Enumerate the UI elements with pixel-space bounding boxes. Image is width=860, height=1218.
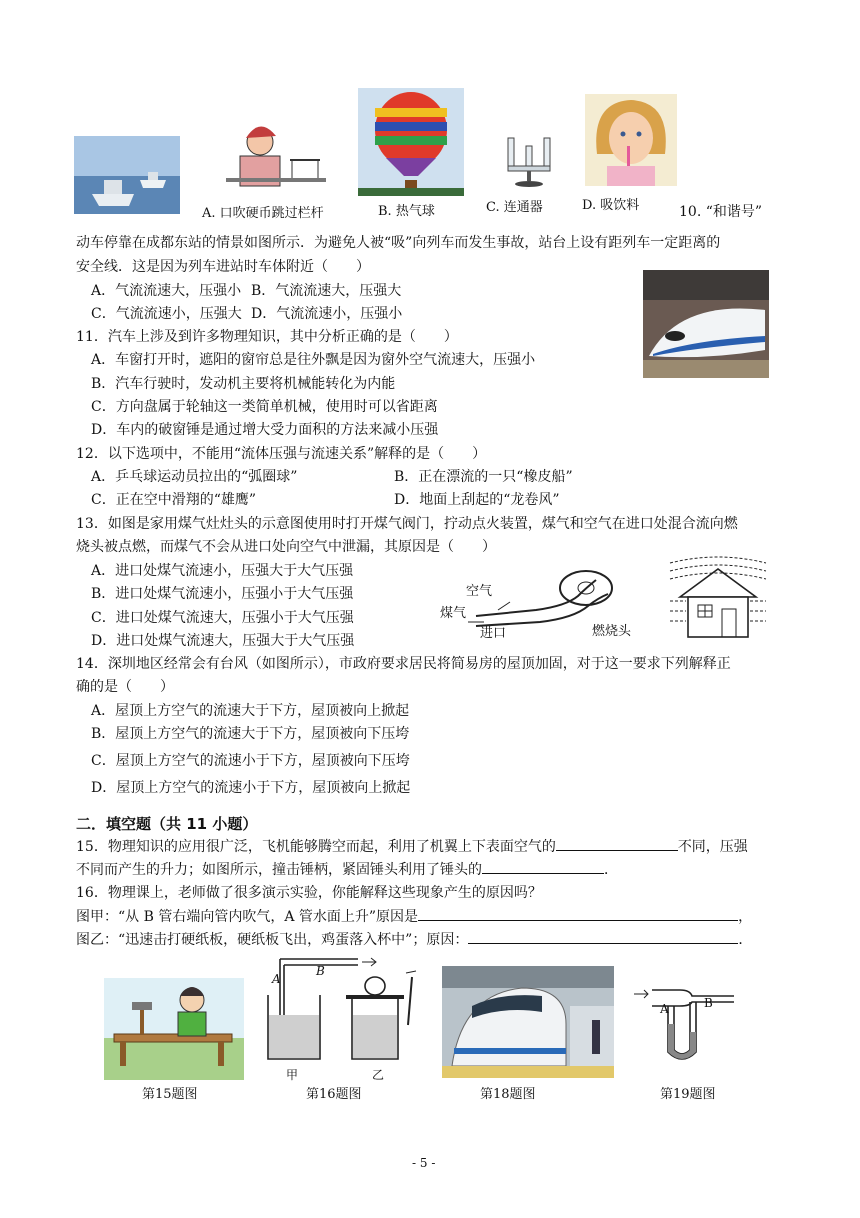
caption-d: D. 吸饮料 xyxy=(582,198,640,213)
q15-part3: 不同而产生的升力；如图所示，撞击锤柄，紧固锤头利用了锤头的 xyxy=(76,862,482,878)
label-gas: 煤气 xyxy=(440,606,467,621)
q16-stem: 16．物理课上，老师做了很多演示实验，你能解释这些现象产生的原因吗？ xyxy=(76,885,542,901)
fig16-label-a: A xyxy=(272,972,281,986)
q10-lead: 10. “和谐号” xyxy=(679,204,763,220)
q16-a-end: ， xyxy=(738,909,753,925)
page-number: - 5 - xyxy=(412,1156,436,1170)
fig16-label-yi: 乙 xyxy=(372,1068,385,1082)
fig19-caption: 第19题图 xyxy=(660,1087,716,1102)
q15-part2: 不同，压强 xyxy=(677,839,748,855)
q14-option-d: D．屋顶上方空气的流速小于下方，屋顶被向上掀起 xyxy=(91,780,411,796)
q13-option-c: C．进口处煤气流速大，压强小于大气压强 xyxy=(91,610,354,626)
fig19-u-tube-diagram xyxy=(630,988,738,1068)
ships-image xyxy=(74,136,180,214)
q15-part1: 15．物理知识的应用很广泛，飞机能够腾空而起，利用了机翼上下表面空气的 xyxy=(76,839,556,855)
q12-option-a: A．乒乓球运动员拉出的“弧圈球” xyxy=(91,469,298,485)
fig18-caption: 第18题图 xyxy=(480,1087,536,1102)
label-inlet: 进口 xyxy=(480,626,507,641)
q13-line1: 13．如图是家用煤气灶灶头的示意图使用时打开煤气阀门，拧动点火装置，煤气和空气在进口处混合流向燃 xyxy=(76,516,738,532)
fig19-label-a: A xyxy=(660,1002,669,1016)
fig15-hammer-image xyxy=(104,978,244,1080)
q13-option-d: D．进口处煤气流速大，压强大于大气压强 xyxy=(91,633,355,649)
q12-option-d: D．地面上刮起的“龙卷风” xyxy=(394,492,560,508)
q10-option-a: A．气流流速大，压强小 xyxy=(91,283,242,299)
q12-stem: 12．以下选项中，不能用“流体压强与流速关系”解释的是（ ） xyxy=(76,446,487,462)
q15-blank-1[interactable] xyxy=(556,836,678,851)
q10-line1: 动车停靠在成都东站的情景如图所示．为避免人被“吸”向列车而发生事故，站台上设有距列车一定距离的 xyxy=(76,235,721,251)
q14-option-c: C．屋顶上方空气的流速小于下方，屋顶被向下压垮 xyxy=(91,753,410,769)
fig16-label-b: B xyxy=(316,964,325,978)
q10-option-d: D．气流流速小，压强小 xyxy=(251,306,403,322)
label-air: 空气 xyxy=(466,584,493,599)
q14-option-b: B．屋顶上方空气的流速大于下方，屋顶被向下压垮 xyxy=(91,726,410,742)
q16-b-text: 图乙：“迅速击打硬纸板，硬纸板飞出，鸡蛋落入杯中”；原因： xyxy=(76,932,469,948)
q15-blank-2[interactable] xyxy=(482,859,604,874)
fig18-train-image xyxy=(442,966,614,1078)
q11-option-d: D．车内的破窗锤是通过增大受力面积的方法来减小压强 xyxy=(91,422,439,438)
q12-option-c: C．正在空中滑翔的“雄鹰” xyxy=(91,492,257,508)
q16-a-text: 图甲：“从 B 管右端向管内吹气，A 管水面上升”原因是 xyxy=(76,909,419,925)
q10-line2: 安全线．这是因为列车进站时车体附近（ ） xyxy=(76,259,370,275)
fig16-label-jia: 甲 xyxy=(286,1068,299,1082)
house-wind-diagram xyxy=(666,555,770,641)
caption-a: A. 口吹硬币跳过栏杆 xyxy=(202,206,324,221)
q11-stem: 11．汽车上涉及到许多物理知识，其中分析正确的是（ ） xyxy=(76,329,458,345)
q11-option-c: C．方向盘属于轮轴这一类简单机械，使用时可以省距离 xyxy=(91,399,438,415)
train-station-image xyxy=(643,270,769,378)
coin-blow-image xyxy=(220,120,338,200)
q16-b-end: ． xyxy=(738,932,753,948)
q10-option-c: C．气流流速小，压强大 xyxy=(91,306,242,322)
fig16-caption: 第16题图 xyxy=(306,1087,362,1102)
q14-line2: 确的是（ ） xyxy=(76,679,174,695)
fig15-caption: 第15题图 xyxy=(142,1087,198,1102)
fig16-apparatus-diagram xyxy=(262,955,432,1067)
q13-option-a: A．进口处煤气流速小，压强大于大气压强 xyxy=(91,563,354,579)
q16-blank-b[interactable] xyxy=(468,929,738,944)
label-burner: 燃烧头 xyxy=(592,624,632,639)
girl-drinking-image xyxy=(585,94,677,186)
connected-vessels-image xyxy=(500,132,558,188)
section-title: 二．填空题（共 11 小题） xyxy=(76,815,258,833)
q11-option-b: B．汽车行驶时，发动机主要将机械能转化为内能 xyxy=(91,376,396,392)
q14-line1: 14．深圳地区经常会有台风（如图所示），市政府要求居民将简易房的屋顶加固，对于这一要求下列解释正 xyxy=(76,656,731,672)
q12-option-b: B．正在漂流的一只“橡皮船” xyxy=(394,469,573,485)
q11-option-a: A．车窗打开时，遮阳的窗帘总是往外飘是因为窗外空气流速大，压强小 xyxy=(91,352,536,368)
q14-option-a: A．屋顶上方空气的流速大于下方，屋顶被向上掀起 xyxy=(91,703,410,719)
q10-option-b: B．气流流速大，压强大 xyxy=(251,283,402,299)
caption-b: B. 热气球 xyxy=(378,204,435,219)
q15-part4: ． xyxy=(604,862,618,878)
caption-c: C. 连通器 xyxy=(486,200,543,215)
q13-option-b: B．进口处煤气流速小，压强小于大气压强 xyxy=(91,586,354,602)
hot-air-balloon-image xyxy=(358,88,464,196)
q13-line2: 烧头被点燃，而煤气不会从进口处向空气中泄漏，其原因是（ ） xyxy=(76,539,496,555)
q16-blank-a[interactable] xyxy=(418,906,738,921)
fig19-label-b: B xyxy=(704,996,713,1010)
